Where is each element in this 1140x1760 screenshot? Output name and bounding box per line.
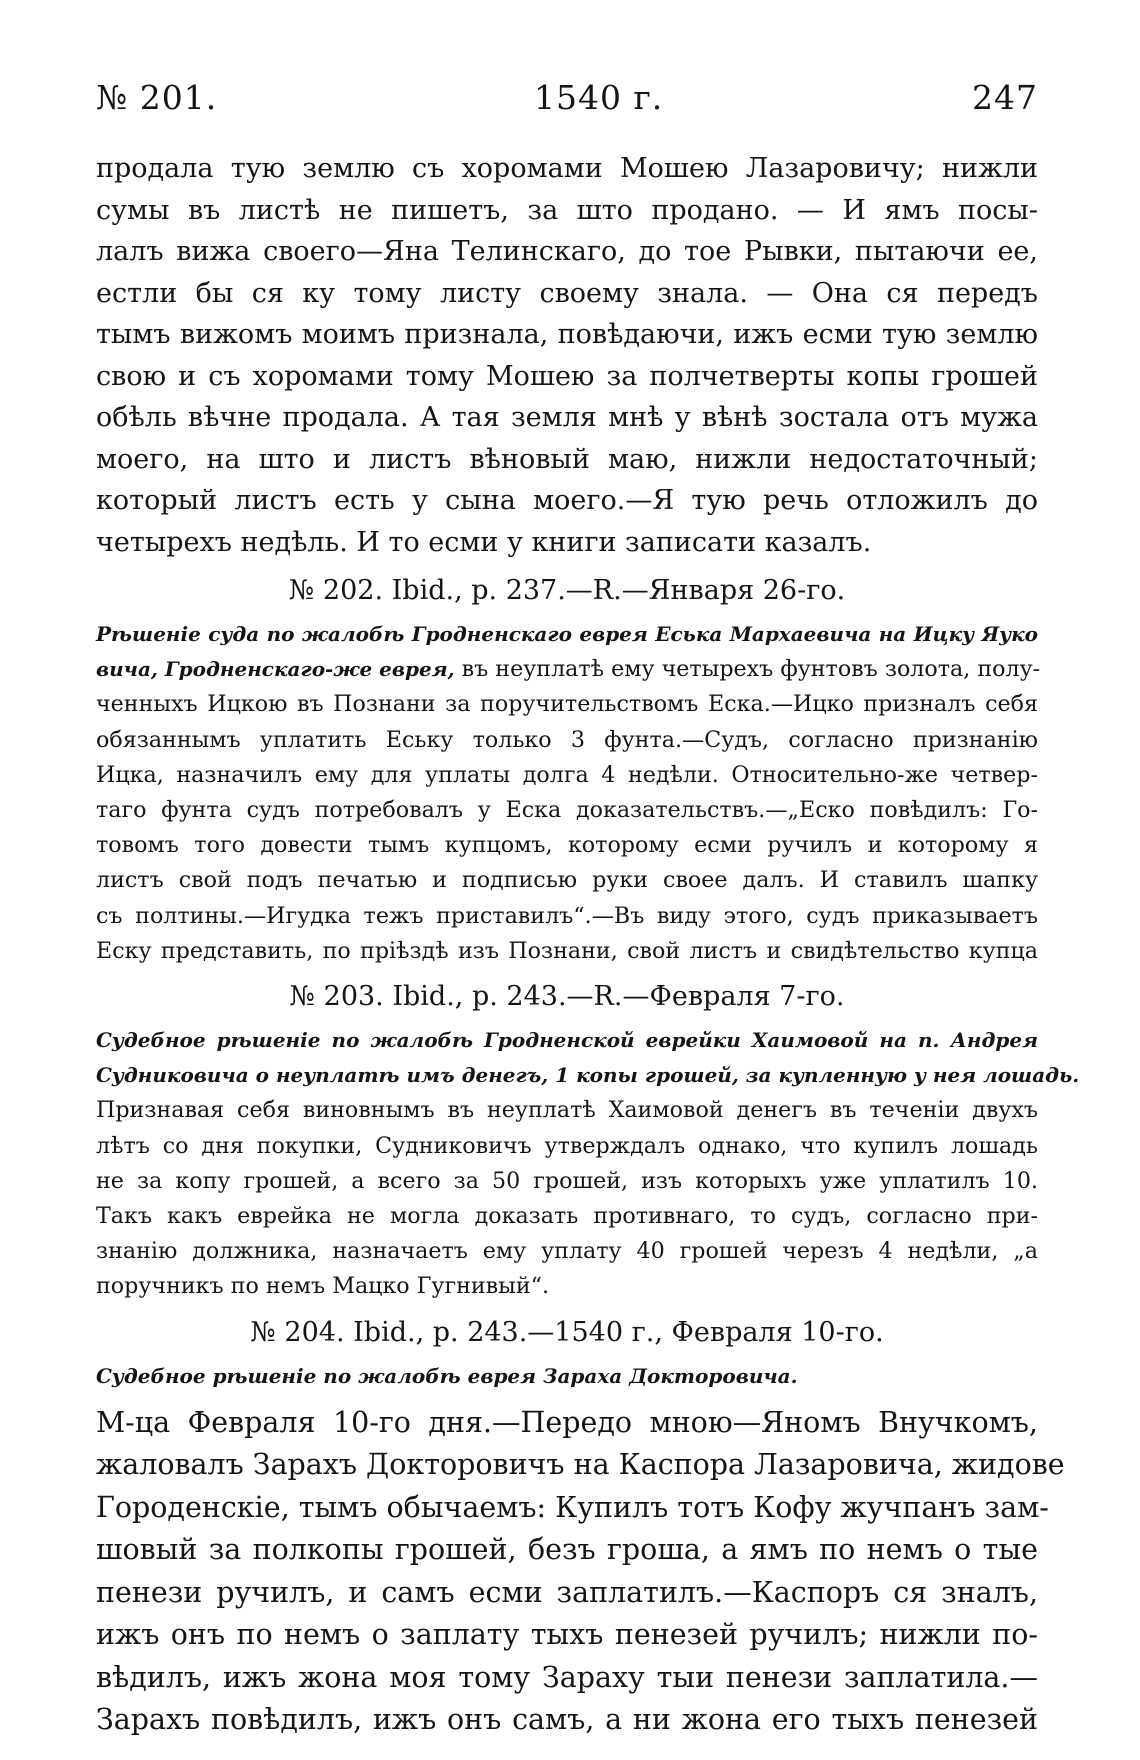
page [96,78,1080,1742]
summary-line: товомъ того довести тымъ купцомъ, которому есми ручилъ и которому я [96,832,1038,859]
text-line: Зарахъ повѣдилъ, ижъ онъ самъ, а ни жона его тыхъ пенезей [96,1703,1038,1737]
summary-line: Рѣшеніе суда по жалобѣ Гродненскаго еврея Еська Мархаевича на Ицку Яуко [96,622,1038,646]
text-line: естли бы ся ку тому листу своему знала. — Она ся передъ [96,277,1038,309]
summary-line: Судебное рѣшеніе по жалобѣ Гродненской еврейки Хаимовой на п. Андрея [96,1028,1038,1053]
text-line: ижъ онъ по немъ о заплату тыхъ пенезей ручилъ; нижли по- [96,1618,1038,1652]
document-text-204 [96,1402,1065,1742]
summary-line: ченныхъ Ицкою въ Познани за поручительствомъ Еска.—Ицко призналъ себя [96,691,1038,718]
summary-line: знанію должника, назначаетъ ему уплату 40 грошей черезъ 4 недѣли, „а [96,1238,1038,1265]
summary-line: Признавая себя виновнымъ въ неуплатѣ Хаимовой денегъ въ теченіи двухъ [96,1097,1038,1124]
text-line: который листъ есть у сына моего.—Я тую речь отложилъ до [96,485,1038,516]
text-line: продала тую землю съ хоромами Мошею Лазаровичу; нижли [96,153,1038,184]
page-number: 247 [972,78,1038,117]
summary-line: лѣтъ со дня покупки, Судниковичъ утверждалъ однако, что купилъ лошадь [96,1132,1038,1159]
text-line: тымъ вижомъ моимъ признала, повѣдаючи, ижъ есми тую землю [96,319,1038,350]
summary-line: Еску представить, по пріѣздѣ изъ Познани, свой листъ и свидѣтельство купца [96,937,1038,964]
summary-line: не за копу грошей, а всего за 50 грошей, изъ которыхъ уже уплатилъ 10. [96,1167,1038,1194]
text-line: обѣль вѣчне продала. А тая земля мнѣ у вѣнѣ зостала отъ мужа [96,402,1038,433]
summary-line: обязаннымъ уплатить Еську только 3 фунта.—Судъ, согласно признанію [96,726,1038,753]
running-head [96,78,1038,138]
text-line: вѣдилъ, ижъ жона моя тому Зараху тыи пенези заплатила.— [96,1660,1038,1694]
continued-text-201 [96,148,1038,563]
summary-line: Судебное рѣшеніе по жалобѣ еврея Зараха Докторовича. [96,1363,798,1388]
page-document-number: № 201. [96,78,218,117]
text-line: Городенскіе, тымъ обычаемъ: Купилъ тотъ Кофу жучпанъ зам- [96,1490,1049,1524]
summary-203 [96,1023,1080,1305]
text-line: моего, на што и листъ вѣновый маю, нижли недостаточный; [96,443,1038,475]
summary-line: поручникъ по немъ Мацко Гугнивый“. [96,1273,550,1300]
document-heading-203: № 203. Ibid., р. 243.—R.—Февраля 7-го. [289,981,845,1013]
text-line: пенези ручилъ, и самъ есми заплатилъ.—Каспоръ ся зналъ, [96,1575,1038,1609]
summary-line: листъ свой подъ печатью и подписью руки своее далъ. И ставилъ шапку [96,867,1038,894]
summary-line: Ицка, назначилъ ему для уплаты долга 4 недѣли. Относительно-же четвер- [96,761,1038,788]
summary-202 [96,617,1041,969]
text-line: жаловалъ Зарахъ Докторовичъ на Каспора Лазаровича, жидове [96,1448,1065,1482]
text-line: свою и съ хоромами тому Мошею за полчетверты копы грошей [96,360,1038,392]
text-line: М-ца Февраля 10-го дня.—Передо мною—Яномъ Внучкомъ, [96,1405,1038,1439]
summary-line: вича, Гродненскаго-же еврея, въ неуплатѣ ему четырехъ фунтовъ золота, полу- [96,656,1041,683]
summary-line: Судниковича о неуплатѣ имъ денегъ, 1 копы грошей, за купленную у нея лошадь. [96,1063,1080,1088]
summary-line: Такъ какъ еврейка не могла доказать противнаго, то судъ, согласно при- [96,1203,1038,1230]
text-line: четырехъ недѣль. И то есми у книги записати казалъ. [96,526,872,558]
summary-line: таго фунта судъ потребовалъ у Еска доказательствъ.—„Еско повѣдилъ: Го- [96,797,1038,824]
summary-204 [96,1359,1038,1394]
document-heading-204: № 204. Ibid., р. 243.—1540 г., Февраля 10-го. [250,1316,884,1348]
summary-line: съ полтины.—Игудка тежъ приставилъ“.—Въ виду этого, судъ приказываетъ [96,902,1038,929]
document-heading-202: № 202. Ibid., р. 237.—R.—Января 26-го. [288,575,846,606]
page-year: 1540 г. [534,78,664,117]
text-line: сумы въ листѣ не пишетъ, за што продано. — И ямъ посы- [96,194,1038,226]
text-line: лалъ вижа своего—Яна Телинскаго, до тое Рывки, пытаючи ее, [96,236,1038,267]
text-line: шовый за полкопы грошей, безъ гроша, а ямъ по немъ о тые [96,1533,1038,1567]
